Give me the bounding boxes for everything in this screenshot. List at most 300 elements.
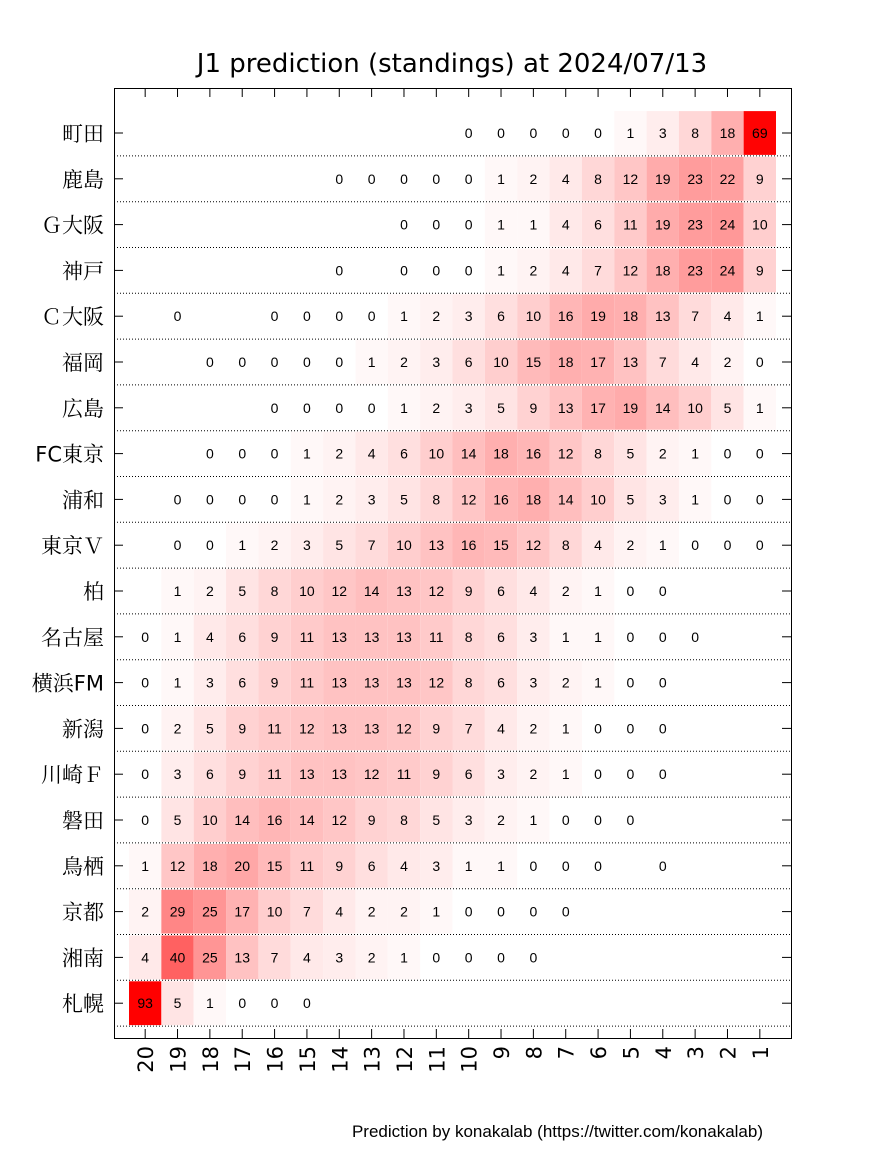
cell-value: 5 [173,812,182,828]
cell-value: 5 [626,491,635,508]
cell-value: 0 [755,491,764,508]
team-label: 鹿島 [62,167,104,192]
rank-label: 19 [166,1046,191,1073]
cell-value: 0 [400,216,408,233]
cell-value: 0 [464,262,473,279]
team-label: 鳥栖 [62,854,104,879]
cell-value: 0 [497,903,505,920]
cell-value: 0 [335,308,344,325]
rank-label: 14 [328,1046,353,1073]
cell-value: 40 [169,949,186,966]
cell-value: 0 [400,170,408,187]
cell-value: 0 [464,903,473,920]
cell-value: 5 [723,399,732,416]
cell-value: 2 [529,766,538,783]
cell-value: 9 [755,170,764,187]
team-label: 川崎Ｆ [41,763,104,788]
cell-value: 2 [626,537,635,554]
cell-value: 0 [335,170,344,187]
cell-value: 11 [396,766,412,783]
cell-value: 11 [299,857,315,874]
cell-value: 0 [626,628,635,645]
cell-value: 1 [400,949,408,966]
cell-value: 10 [525,308,542,325]
cell-value: 3 [464,399,473,416]
cell-value: 3 [658,491,667,508]
cell-value: 17 [590,399,606,416]
cell-value: 0 [270,308,279,325]
cell-value: 4 [497,720,505,737]
rank-label: 1 [748,1046,773,1060]
cell-value: 11 [299,628,315,645]
cell-value: 3 [303,537,311,554]
cell-value: 8 [561,537,570,554]
team-label: 柏 [83,580,104,604]
team-label: 神戸 [62,259,104,284]
cell-value: 14 [363,583,380,599]
cell-value: 8 [464,628,473,645]
cell-value: 0 [755,445,764,462]
cell-value: 5 [626,445,635,462]
cell-value: 7 [464,720,473,737]
cell-value: 25 [202,949,218,966]
cell-value: 13 [234,949,251,966]
cell-value: 4 [723,308,732,325]
cell-value: 0 [723,491,732,508]
cell-value: 12 [622,262,639,279]
cell-value: 0 [691,628,700,645]
cell-value: 0 [205,491,214,508]
cell-value: 19 [654,216,671,233]
cell-value: 0 [238,491,247,508]
cell-value: 0 [561,903,570,920]
cell-value: 0 [626,674,635,691]
cell-value: 17 [234,903,251,920]
cell-value: 10 [590,491,606,508]
cell-value: 0 [432,949,441,966]
cell-value: 3 [205,674,214,691]
cell-value: 18 [493,445,509,462]
cell-value: 10 [202,812,218,828]
cell-value: 12 [460,491,477,508]
cell-value: 9 [335,857,344,874]
cell-value: 0 [303,399,311,416]
cell-value: 3 [432,354,441,370]
cell-value: 0 [594,766,602,783]
cell-value: 0 [367,399,376,416]
cell-value: 10 [428,445,445,462]
cell-value: 0 [173,308,182,325]
cell-value: 1 [238,537,247,554]
cell-value: 13 [622,354,639,370]
cell-value: 1 [561,766,570,783]
rank-labels [134,1046,773,1073]
cell-value: 10 [687,399,703,416]
cell-value: 0 [464,949,473,966]
cell-value: 2 [497,812,505,828]
cell-value: 0 [432,170,441,187]
cell-value: 11 [267,766,282,783]
cell-value: 0 [658,674,667,691]
cell-value: 13 [331,720,348,737]
cell-value: 0 [723,445,732,462]
cell-value: 1 [303,491,311,508]
cell-value: 1 [755,399,764,416]
team-label: 町田 [62,122,104,146]
cell-value: 3 [464,308,473,325]
cell-value: 2 [335,491,344,508]
cell-value: 8 [464,674,473,691]
cell-value: 6 [400,445,408,462]
rank-label: 6 [587,1046,612,1060]
rank-label: 4 [651,1046,676,1060]
cell-value: 12 [363,766,380,783]
team-label: 横浜FM [31,671,104,696]
cell-value: 8 [594,170,602,187]
cell-value: 14 [299,812,315,828]
cell-value: 1 [303,445,311,462]
cell-value: 0 [270,491,279,508]
cell-value: 13 [331,674,348,691]
cell-value: 3 [367,491,376,508]
team-label: Ｃ大阪 [41,305,104,330]
cell-value: 16 [557,308,574,325]
cell-value: 2 [658,445,667,462]
cell-value: 2 [432,399,441,416]
cell-value: 7 [691,308,700,325]
cell-value: 4 [141,949,150,966]
cell-value: 2 [335,445,344,462]
chart-title: J1 prediction (standings) at 2024/07/13 [196,49,708,79]
cell-value: 1 [691,445,700,462]
cell-value: 23 [687,262,703,279]
cell-value: 0 [594,812,602,828]
team-label: 名古屋 [41,625,104,650]
cell-value: 0 [335,354,344,370]
cell-value: 0 [755,537,764,554]
cell-value: 12 [169,857,186,874]
cell-value: 2 [367,949,376,966]
cell-value: 14 [557,491,574,508]
cell-value: 16 [460,537,477,554]
cell-value: 0 [303,308,311,325]
cell-value: 11 [267,720,282,737]
cell-value: 19 [654,170,671,187]
cell-value: 2 [367,903,376,920]
cell-value: 5 [432,812,441,828]
cell-value: 0 [658,583,667,599]
cell-value: 25 [202,903,218,920]
cell-value: 8 [594,445,602,462]
cell-value: 9 [367,812,376,828]
cell-value: 0 [755,354,764,370]
cell-value: 7 [367,537,376,554]
cell-value: 3 [464,812,473,828]
rank-label: 13 [360,1046,385,1073]
cell-value: 18 [525,491,542,508]
cell-value: 0 [658,857,667,874]
cell-value: 1 [594,674,602,691]
cell-value: 6 [594,216,602,233]
cell-value: 0 [626,812,635,828]
cell-value: 12 [299,720,315,737]
cell-value: 14 [654,399,671,416]
cell-value: 1 [755,308,764,325]
cell-value: 5 [205,720,214,737]
team-label: 京都 [62,900,104,925]
cell-value: 24 [719,216,736,233]
cell-value: 1 [497,262,505,279]
cell-value: 6 [497,308,505,325]
cell-value: 0 [270,445,279,462]
cell-value: 0 [432,262,441,279]
cell-value: 12 [396,720,412,737]
cell-value: 1 [367,354,376,370]
cell-value: 8 [691,125,700,141]
cell-value: 0 [141,674,150,691]
cell-value: 6 [464,766,473,783]
cell-value: 1 [464,857,473,874]
cell-value: 0 [529,125,538,141]
cell-value: 12 [428,674,445,691]
cell-value: 0 [400,262,408,279]
cell-value: 0 [529,949,538,966]
cell-value: 0 [497,949,505,966]
cell-value: 0 [238,354,247,370]
cell-value: 2 [205,583,214,599]
cell-value: 12 [525,537,542,554]
cell-value: 0 [367,308,376,325]
rank-label: 5 [619,1046,644,1060]
cell-value: 15 [493,537,509,554]
cell-value: 4 [303,949,311,966]
cell-value: 24 [719,262,736,279]
cell-value: 4 [594,537,602,554]
cell-value: 23 [687,216,703,233]
cell-value: 4 [561,170,570,187]
cell-value: 1 [561,628,570,645]
team-label: 札幌 [62,992,104,1017]
cell-value: 5 [400,491,408,508]
cell-value: 18 [557,354,574,370]
cell-value: 18 [719,125,736,141]
cell-value: 1 [658,537,667,554]
cell-value: 9 [238,766,247,783]
cell-value: 12 [428,583,445,599]
cell-value: 12 [622,170,639,187]
cell-value: 29 [169,903,186,920]
team-label: FC東京 [35,442,104,467]
cell-value: 0 [626,766,635,783]
cell-value: 5 [497,399,505,416]
team-label: 湘南 [62,946,104,971]
cell-value: 5 [173,995,182,1012]
cell-value: 9 [529,399,538,416]
cell-value: 13 [363,720,380,737]
cell-value: 0 [238,445,247,462]
cell-value: 9 [432,720,441,737]
cell-value: 12 [331,583,348,599]
rank-label: 11 [425,1046,450,1073]
cell-value: 15 [266,857,283,874]
cell-value: 3 [658,125,667,141]
cell-value: 2 [529,170,538,187]
cell-value: 8 [432,491,441,508]
cell-value: 1 [497,857,505,874]
cell-value: 1 [400,308,408,325]
cell-value: 69 [752,125,768,141]
team-label: 広島 [62,396,104,421]
cell-value: 13 [331,628,348,645]
cell-value: 5 [238,583,247,599]
cell-value: 0 [626,583,635,599]
cell-value: 9 [432,766,441,783]
cell-value: 17 [590,354,606,370]
cell-value: 6 [497,628,505,645]
cell-value: 0 [658,766,667,783]
team-label: 磐田 [62,809,104,833]
cell-value: 1 [529,216,538,233]
team-label: 福岡 [62,351,104,375]
cell-value: 6 [497,674,505,691]
cell-value: 4 [400,857,408,874]
cell-value: 2 [400,354,408,370]
cell-value: 18 [654,262,671,279]
cell-value: 11 [429,628,444,645]
cell-value: 9 [270,628,279,645]
cell-value: 4 [335,903,344,920]
cell-value: 0 [561,857,570,874]
cell-value: 8 [400,812,408,828]
cell-value: 11 [623,216,638,233]
cell-value: 10 [299,583,315,599]
cell-value: 0 [205,354,214,370]
cell-value: 0 [270,399,279,416]
cell-value: 13 [363,628,380,645]
cell-value: 4 [561,216,570,233]
team-labels [32,122,104,1016]
cell-value: 19 [622,399,639,416]
cell-value: 13 [331,766,348,783]
cell-value: 4 [529,583,538,599]
rank-label: 7 [554,1046,579,1060]
cell-value: 13 [428,537,445,554]
cell-value: 2 [529,262,538,279]
cell-value: 6 [238,628,247,645]
credit-text: Prediction by konakalab (https://twitter.com/konakalab) [351,1122,763,1141]
cell-value: 0 [626,720,635,737]
cell-value: 0 [691,537,700,554]
cell-value: 0 [561,812,570,828]
cell-value: 1 [400,399,408,416]
cell-value: 1 [497,216,505,233]
cell-value: 14 [234,812,251,828]
cell-value: 1 [561,720,570,737]
cell-value: 5 [335,537,344,554]
cell-value: 1 [173,583,182,599]
cell-value: 0 [141,766,150,783]
cell-value: 16 [525,445,542,462]
rank-label: 16 [263,1046,288,1073]
cell-value: 6 [367,857,376,874]
cell-value: 1 [691,491,700,508]
cell-value: 1 [529,812,538,828]
rank-label: 20 [134,1046,159,1073]
cell-value: 23 [687,170,703,187]
cell-value: 13 [654,308,671,325]
cell-value: 0 [594,857,602,874]
cell-value: 0 [335,262,344,279]
cell-value: 0 [205,537,214,554]
rank-label: 12 [392,1046,417,1073]
cell-value: 6 [205,766,214,783]
cell-value: 0 [561,125,570,141]
cell-value: 9 [755,262,764,279]
cell-value: 1 [497,170,505,187]
cell-value: 22 [719,170,736,187]
cell-value: 0 [529,857,538,874]
cell-value: 1 [205,995,214,1012]
rank-label: 9 [490,1046,515,1060]
cell-value: 11 [299,674,315,691]
cell-value: 4 [561,262,570,279]
cell-value: 7 [270,949,279,966]
cell-value: 4 [205,628,214,645]
cell-value: 15 [525,354,542,370]
cell-value: 1 [141,857,150,874]
cell-value: 18 [622,308,639,325]
cell-value: 1 [626,125,635,141]
cell-value: 0 [303,354,311,370]
cell-value: 0 [270,995,279,1012]
rank-label: 17 [231,1046,256,1073]
cell-value: 2 [561,583,570,599]
cell-value: 6 [238,674,247,691]
cell-value: 8 [270,583,279,599]
cell-value: 0 [205,445,214,462]
cell-value: 3 [432,857,441,874]
cell-value: 0 [658,720,667,737]
cell-value: 14 [460,445,477,462]
cell-value: 2 [529,720,538,737]
cell-value: 93 [137,995,153,1012]
rank-label: 15 [295,1046,320,1073]
cell-value: 0 [270,354,279,370]
cell-value: 6 [464,354,473,370]
cell-value: 20 [234,857,251,874]
cell-value: 0 [529,903,538,920]
cell-value: 7 [594,262,602,279]
cell-value: 2 [270,537,279,554]
cell-value: 3 [529,628,538,645]
team-label: 浦和 [62,488,104,513]
cell-value: 0 [594,720,602,737]
cell-value: 0 [594,125,602,141]
cell-value: 10 [266,903,283,920]
cell-value: 0 [658,628,667,645]
rank-label: 18 [198,1046,223,1073]
cell-value: 3 [497,766,505,783]
cell-value: 9 [270,674,279,691]
cell-value: 4 [367,445,376,462]
cell-value: 6 [497,583,505,599]
cell-value: 0 [238,995,247,1012]
team-label: Ｇ大阪 [41,213,104,238]
cell-value: 2 [561,674,570,691]
cell-value: 0 [141,628,150,645]
cell-value: 0 [367,170,376,187]
cell-value: 0 [723,537,732,554]
